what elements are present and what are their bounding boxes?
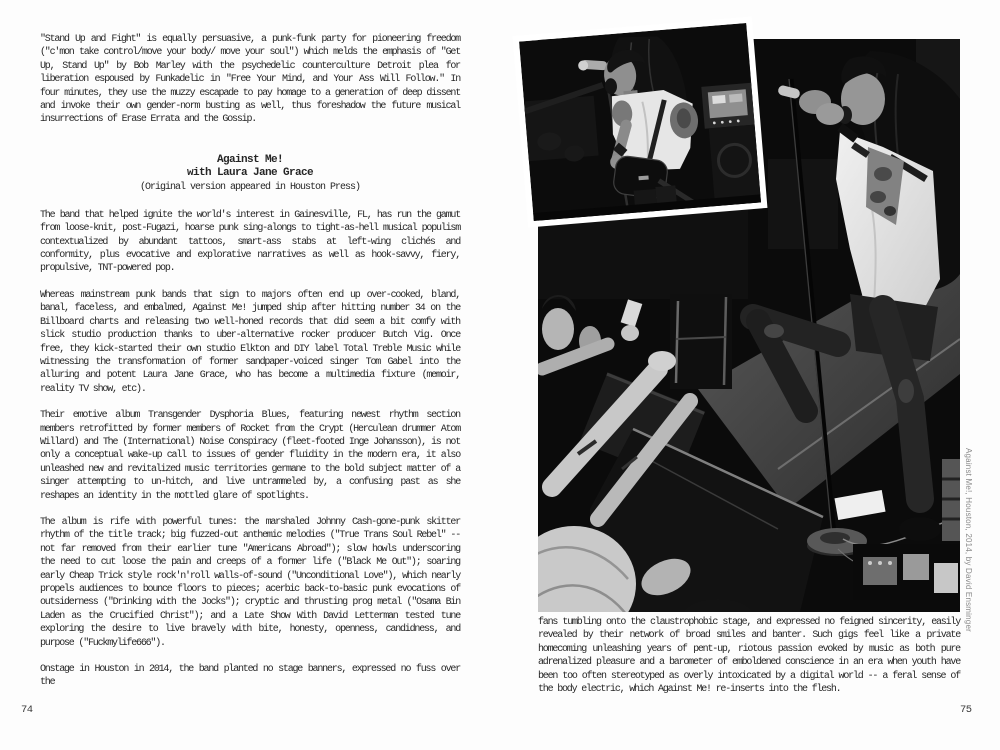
- article-subtitle: with Laura Jane Grace: [186, 167, 314, 180]
- body-paragraph-4: The album is rife with powerful tunes: the marshaled Johnny Cash-gone-punk skitter rhythm of the title track; big fuzzed-out anthemic melodies ("True Trans Soul Rebel" -- not far removed from their earlier tune "Americans Abroad"); slow howls underscoring the need to cut loose the pain and creeps of a former life ("Black Me Out"); soaring early Cheap Trick style rock'n'roll walls-of-sound ("Unconditional Love"), which nearly propels audiences to bounce floors to pieces; acerbic back-to-basic punk evocations of outsiderness ("Drinking with the Jocks"); cryptic and thrusting prog metal ("Osama Bin Laden as the Crucified Christ"); and a Late Show With David Letterman tested tune exploring the desire to live bravely with bite, honesty, openness, candidness, and purpose ("Fuckmylife666").: [40, 516, 460, 649]
- body-paragraph-5: Onstage in Houston in 2014, the band planted no stage banners, expressed no fuss over the: [40, 664, 460, 689]
- body-paragraph-continuation: fans tumbling onto the claustrophobic stage, and expressed no feigned sincerity, easily revealed by their network of broad smiles and banter. Such gigs feel like a private homecoming unleashing years of pent-up, riotous passion evoked by music as both pure adrenalized pleasure and a barometer of emboldened conscience in an era when youth have been too often stereotyped as overly intoxicated by a digital world -- a feral sense of the body electric, which Against Me! re-inserts into the flesh.: [538, 617, 960, 696]
- page-number-left: 74: [21, 704, 33, 716]
- right-page-text-column: [538, 616, 960, 709]
- article-heading: [40, 154, 460, 195]
- body-paragraph-3: Their emotive album Transgender Dysphoria Blues, featuring newest rhythm section members retrofitted by former members of Rocket from the Crypt (Herculean drummer Atom Willard) and The (International) Noise Conspiracy (fleet-footed Inge Johansson), is not only a conceptual wake-up call to issues of gender fluidity in the modern era, it also unleashed new and revitalized music territories germane to the bold subject matter of a singer attempting to un-hitch, and live untrammeled by, a confusing past as she reshapes an identity in the mottled glare of spotlights.: [40, 410, 460, 502]
- page-number-right: 75: [960, 704, 972, 716]
- body-paragraph-1: The band that helped ignite the world's interest in Gainesville, FL, has run the gamut from loose-knit, post-Fugazi, hoarse punk sing-alongs to tight-as-hell musical populism contextualized by abundant tattoos, smart-ass stabs at left-wing clichés and conformity, plus evocative and explorative narratives as well as hook-savvy, fiery, propulsive, TNT-powered pop.: [40, 209, 460, 275]
- body-paragraph-intro: "Stand Up and Fight" is equally persuasive, a punk-funk party for pioneering freedom ("c'mon take control/move your body/ move your soul") which melds the emphasis of "Get Up, Stand Up" by Bob Marley with the psychedelic counterculture Detroit plea for liberation espoused by Funkadelic in "Free Your Mind, and Your Ass Will Follow." In four minutes, they use the muzzy escapade to pay homage to a generation of deep dissent and invoke their own gender-norm busting as well, thus foreshadow the future musical insurrections of Erase Errata and the Gossip.: [40, 34, 460, 126]
- left-page-text-column: [40, 33, 460, 703]
- concert-photo-small: [513, 16, 768, 227]
- concert-photo-small-graphic: [519, 23, 761, 221]
- article-source-note: (Original version appeared in Houston Press): [139, 181, 361, 193]
- article-title: Against Me!: [216, 153, 283, 166]
- body-paragraph-2: Whereas mainstream punk bands that sign to majors often end up over-cooked, bland, banal, faceless, and embalmed, Against Me! jumped ship after hitting number 34 on the Billboard charts and releasing two well-honed records that did seem a bit comfy with slick studio production thanks to uber-alternative rocker producer Butch Vig. Once free, they kick-started their own studio Elkton and DIY label Total Treble Music while witnessing the transformation of former sandpaper-voiced singer Tom Gabel into the alluring and potent Laura Jane Grace, who has become a multimedia fixture (memoir, reality TV show, etc).: [40, 289, 460, 395]
- photo-credit-caption: Against Me!, Houston, 2014, by David Ensminger: [964, 448, 973, 632]
